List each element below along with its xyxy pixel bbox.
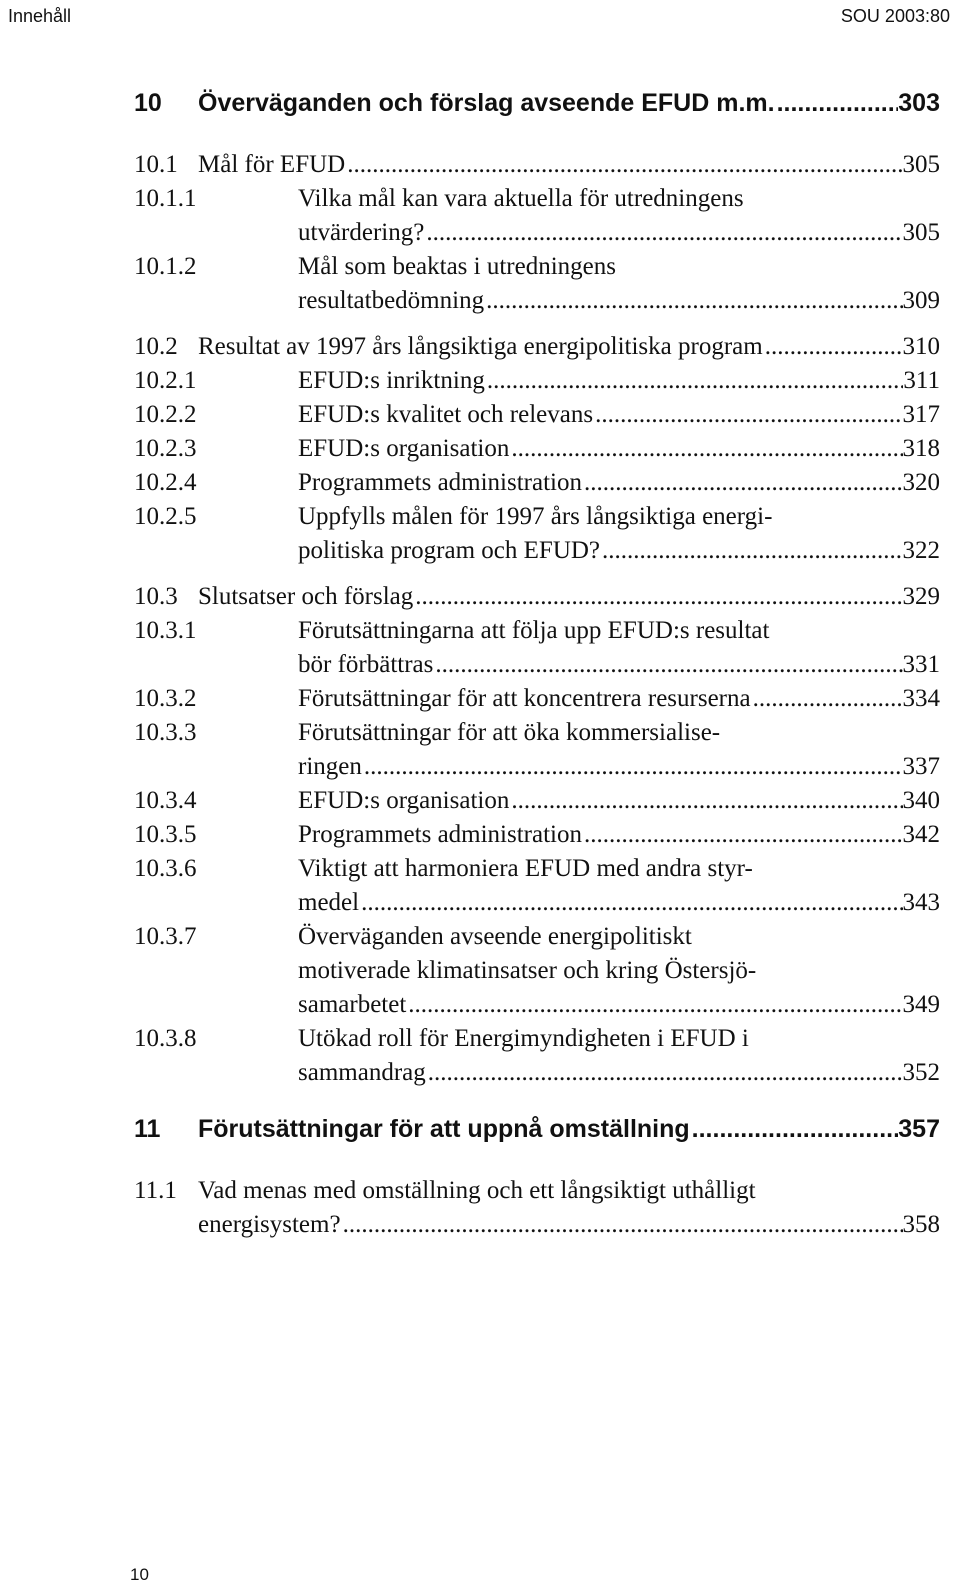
toc-entry[interactable] xyxy=(134,1114,940,1144)
toc-entry[interactable] xyxy=(134,1022,940,1090)
toc-entry-title: Programmets administration xyxy=(298,821,582,848)
toc-entry-title: Resultat av 1997 års långsiktiga energipolitiska program xyxy=(198,333,763,360)
toc-entry-title: Uppfylls målen för 1997 års långsiktiga energi- xyxy=(298,503,773,530)
toc-entry-title: sammandrag xyxy=(298,1059,426,1086)
toc-entry-title: ringen xyxy=(298,753,362,780)
toc-entry-title: EFUD:s inriktning xyxy=(298,367,485,394)
toc-dot-leader xyxy=(593,398,902,432)
toc-entry[interactable] xyxy=(134,920,940,1022)
toc-entry-title: Överväganden avseende energipolitiskt xyxy=(298,923,692,950)
running-header-section: Innehåll xyxy=(8,6,72,26)
toc-dot-leader xyxy=(359,886,902,920)
toc-dot-leader xyxy=(341,1208,903,1242)
toc-dot-leader xyxy=(763,330,903,364)
toc-dot-leader xyxy=(413,580,902,614)
toc-dot-leader xyxy=(345,148,902,182)
toc-entry-number: 10.3.2 xyxy=(134,685,197,712)
toc-entry-page: 322 xyxy=(902,537,940,564)
toc-entry[interactable] xyxy=(134,148,940,182)
toc-entry-page: 358 xyxy=(902,1211,940,1238)
toc-entry-page: 342 xyxy=(902,821,940,848)
toc-entry[interactable] xyxy=(134,250,940,318)
toc-entry-number: 11.1 xyxy=(134,1177,177,1204)
toc-entry-title: bör förbättras xyxy=(298,651,434,678)
toc-entry-number: 10.2.3 xyxy=(134,435,197,462)
toc-entry-page: 343 xyxy=(902,889,940,916)
toc-dot-leader xyxy=(433,648,902,682)
toc-entry[interactable] xyxy=(134,818,940,852)
toc-entry-number: 10.3.3 xyxy=(134,719,197,746)
toc-entry-page: 303 xyxy=(898,89,940,117)
toc-dot-leader xyxy=(690,1114,899,1144)
toc-entry-number: 10.3.6 xyxy=(134,855,197,882)
toc-entry[interactable] xyxy=(134,364,940,398)
toc-entry-page: 305 xyxy=(902,151,940,178)
toc-entry-title: utvärdering? xyxy=(298,219,425,246)
toc-entry[interactable] xyxy=(134,580,940,614)
toc-entry-number: 10.2.4 xyxy=(134,469,197,496)
toc-entry-number: 11 xyxy=(134,1115,161,1143)
toc-entry-page: 340 xyxy=(902,787,940,814)
toc-dot-leader xyxy=(485,364,904,398)
toc-entry-page: 329 xyxy=(902,583,940,610)
toc-entry-number: 10.3 xyxy=(134,583,178,610)
toc-entry-number: 10.3.8 xyxy=(134,1025,197,1052)
toc-entry-page: 357 xyxy=(898,1115,940,1143)
toc-entry-title: EFUD:s kvalitet och relevans xyxy=(298,401,594,428)
toc-entry-page: 305 xyxy=(902,219,940,246)
toc-entry-page: 317 xyxy=(902,401,940,428)
toc-entry[interactable] xyxy=(134,500,940,568)
toc-entry-title: politiska program och EFUD? xyxy=(298,537,601,564)
toc-dot-leader xyxy=(509,432,902,466)
toc-dot-leader xyxy=(484,284,902,318)
toc-entry-title: Mål för EFUD xyxy=(198,151,346,178)
toc-entry-number: 10.1 xyxy=(134,151,178,178)
toc-entry-page: 337 xyxy=(902,753,940,780)
toc-dot-leader xyxy=(751,682,903,716)
toc-entry[interactable] xyxy=(134,784,940,818)
toc-dot-leader xyxy=(426,1056,903,1090)
toc-dot-leader xyxy=(509,784,902,818)
toc-entry-number: 10.3.1 xyxy=(134,617,197,644)
toc-entry[interactable] xyxy=(134,614,940,682)
toc-entry-page: 310 xyxy=(902,333,940,360)
toc-entry-title: Vad menas med omställning och ett långsiktigt uthålligt xyxy=(198,1177,756,1204)
toc-entry[interactable] xyxy=(134,182,940,250)
toc-entry-title: Mål som beaktas i utredningens xyxy=(298,253,616,280)
toc-dot-leader xyxy=(600,534,902,568)
toc-entry-page: 352 xyxy=(902,1059,940,1086)
toc-entry-page: 334 xyxy=(902,685,940,712)
toc-entry-title: Utökad roll för Energimyndigheten i EFUD i xyxy=(298,1025,749,1052)
table-of-contents xyxy=(134,88,940,1242)
toc-entry-number: 10.3.4 xyxy=(134,787,197,814)
toc-entry-number: 10.1.1 xyxy=(134,185,197,212)
toc-entry-title: Förutsättningar för att öka kommersialise- xyxy=(298,719,721,746)
toc-entry-number: 10.2.1 xyxy=(134,367,197,394)
toc-entry-number: 10.2.2 xyxy=(134,401,197,428)
toc-entry-number: 10.3.5 xyxy=(134,821,197,848)
toc-entry-title: EFUD:s organisation xyxy=(298,435,510,462)
toc-entry-title: Överväganden och förslag avseende EFUD m.m. xyxy=(198,89,775,117)
toc-entry-title: EFUD:s organisation xyxy=(298,787,510,814)
toc-entry-number: 10.1.2 xyxy=(134,253,197,280)
toc-entry-title: Programmets administration xyxy=(298,469,582,496)
toc-entry-title: samarbetet xyxy=(298,991,407,1018)
toc-entry[interactable] xyxy=(134,398,940,432)
page-number: 10 xyxy=(130,1565,149,1584)
toc-entry-title: energisystem? xyxy=(198,1211,341,1238)
toc-entry[interactable] xyxy=(134,716,940,784)
toc-entry-number: 10.3.7 xyxy=(134,923,197,950)
toc-entry-title: Förutsättningarna att följa upp EFUD:s resultat xyxy=(298,617,770,644)
toc-dot-leader xyxy=(775,88,899,118)
toc-entry[interactable] xyxy=(134,466,940,500)
toc-dot-leader xyxy=(406,988,902,1022)
toc-entry-page: 349 xyxy=(902,991,940,1018)
toc-dot-leader xyxy=(582,818,903,852)
toc-entry-title: medel xyxy=(298,889,360,916)
toc-entry-title: motiverade klimatinsatser och kring Östersjö- xyxy=(298,957,757,984)
toc-entry-page: 309 xyxy=(902,287,940,314)
toc-entry-title: Förutsättningar för att uppnå omställning xyxy=(198,1115,690,1143)
toc-entry[interactable] xyxy=(134,682,940,716)
toc-entry[interactable] xyxy=(134,1174,940,1242)
toc-dot-leader xyxy=(362,750,903,784)
toc-dot-leader xyxy=(424,216,902,250)
toc-entry-number: 10 xyxy=(134,89,162,117)
toc-entry-page: 318 xyxy=(902,435,940,462)
toc-entry-title: Viktigt att harmoniera EFUD med andra styr- xyxy=(298,855,753,882)
toc-entry[interactable] xyxy=(134,432,940,466)
toc-entry[interactable] xyxy=(134,330,940,364)
toc-entry-title: resultatbedömning xyxy=(298,287,485,314)
toc-entry-number: 10.2 xyxy=(134,333,178,360)
toc-entry[interactable] xyxy=(134,852,940,920)
toc-entry-page: 331 xyxy=(902,651,940,678)
toc-entry-title: Vilka mål kan vara aktuella för utredningens xyxy=(298,185,744,212)
toc-dot-leader xyxy=(582,466,903,500)
toc-entry-page: 311 xyxy=(903,367,940,394)
toc-entry-number: 10.2.5 xyxy=(134,503,197,530)
toc-entry[interactable] xyxy=(134,88,940,118)
toc-entry-title: Förutsättningar för att koncentrera resurserna xyxy=(298,685,751,712)
toc-entry-page: 320 xyxy=(902,469,940,496)
toc-entry-title: Slutsatser och förslag xyxy=(198,583,414,610)
running-header-document-id: SOU 2003:80 xyxy=(840,6,950,26)
